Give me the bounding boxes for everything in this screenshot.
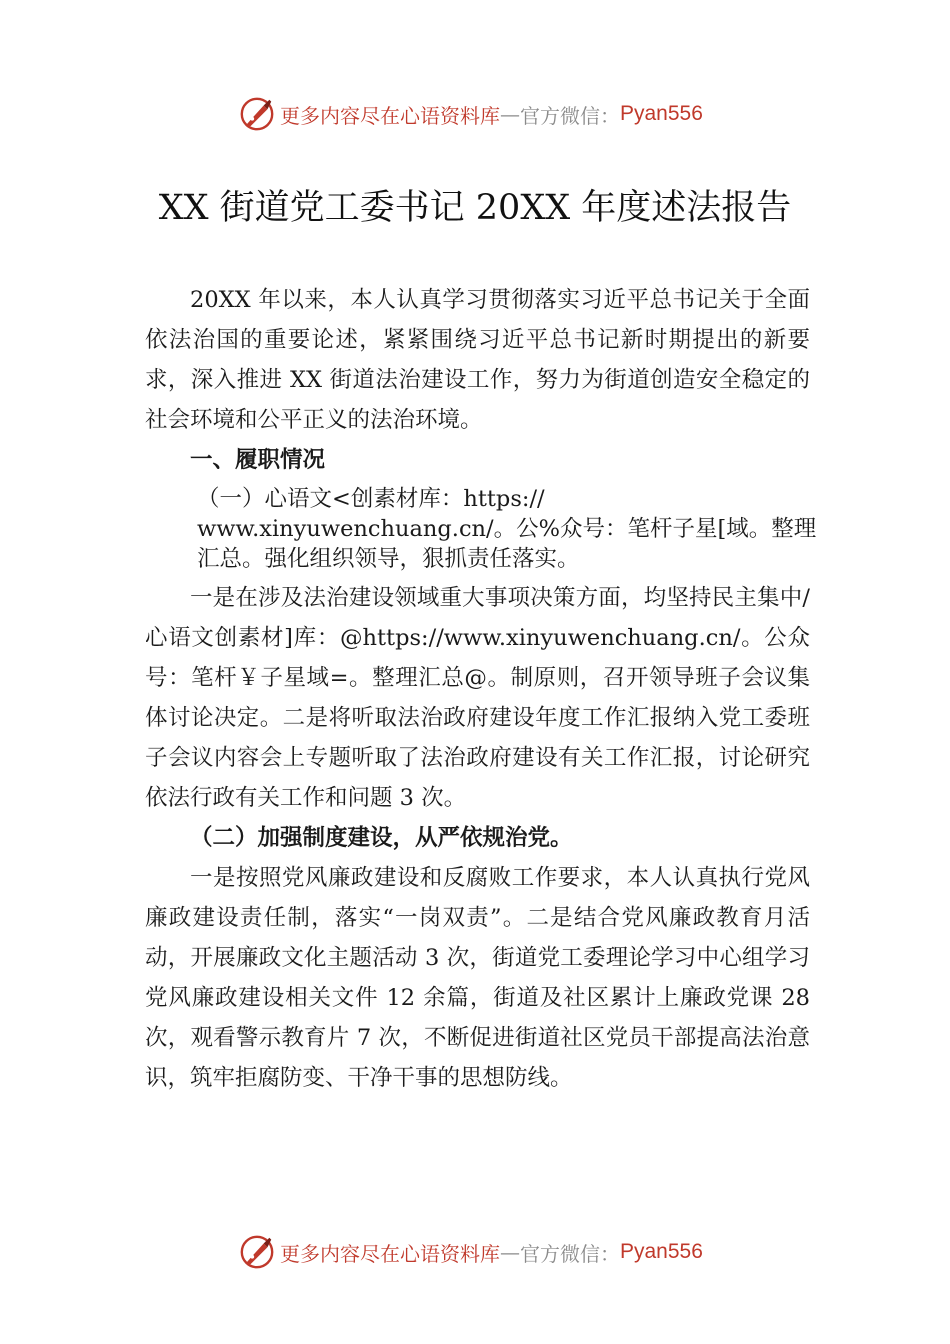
banner-slogan: 更多内容尽在心语资料库 [280,1241,500,1266]
banner-wechat-id: Pyan556 [620,102,703,125]
section-heading-1: 一、履职情况 [190,447,326,473]
banner-dash: — [500,102,520,126]
banner-wechat-id: Pyan556 [620,1240,703,1263]
footer-banner [238,1232,703,1272]
document-title: XX 街道党工委书记 20XX 年度述法报告 [158,188,792,228]
intro-paragraph: 20XX 年以来，本人认真学习贯彻落实习近平总书记关于全面依法治国的重要论述，紧紧围绕习近平总书记新时期提出的新要求，深入推进 XX 街道法治建设工作，努力为街道创造安全稳定的社会环境和公平正义的法治环境。 [145,287,810,433]
paragraph-a: 一是在涉及法治建设领域重大事项决策方面，均坚持民主集中/心语文创素材]库：@https://www.xinyuwenchuang.cn/。公众号：笔杆￥子星域=。整理汇总@。制原则，召开领导班子会议集体讨论决定。二是将听取法治政府建设年度工作汇报纳入党工委班子会议内容会上专题听取了法治政府建设有关工作汇报，讨论研究依法行政有关工作和问题 3 次。 [145,585,810,811]
paragraph-b: 一是按照党风廉政建设和反腐败工作要求，本人认真执行党风廉政建设责任制，落实“一岗双责”。二是结合党风廉政教育月活动，开展廉政文化主题活动 3 次，街道党工委理论学习中心组学习党风廉政建设相关文件 12 余篇，街道及社区累计上廉政党课 28 次，观看警示教育片 7 次，不断促进街道社区党员干部提高法治意识，筑牢拒腐防变、干净干事的思想防线。 [145,865,810,1091]
banner-slogan: 更多内容尽在心语资料库 [280,103,500,128]
subsection-heading-1: （一）心语文<创素材库：https:// www.xinyuwenchuang.cn/。公%众号：笔杆子星[域。整理汇总。强化组织领导，狠抓责任落实。 [197,486,817,572]
pen-nib-logo-icon [238,95,276,133]
pen-nib-logo-icon [238,1233,276,1271]
header-banner [238,94,703,134]
banner-wechat-label: 官方微信： [520,1241,620,1266]
banner-dash: — [500,1240,520,1264]
subsection-heading-2: （二）加强制度建设，从严依规治党。 [190,825,573,851]
document-body [145,280,817,1098]
banner-wechat-label: 官方微信： [520,103,620,128]
